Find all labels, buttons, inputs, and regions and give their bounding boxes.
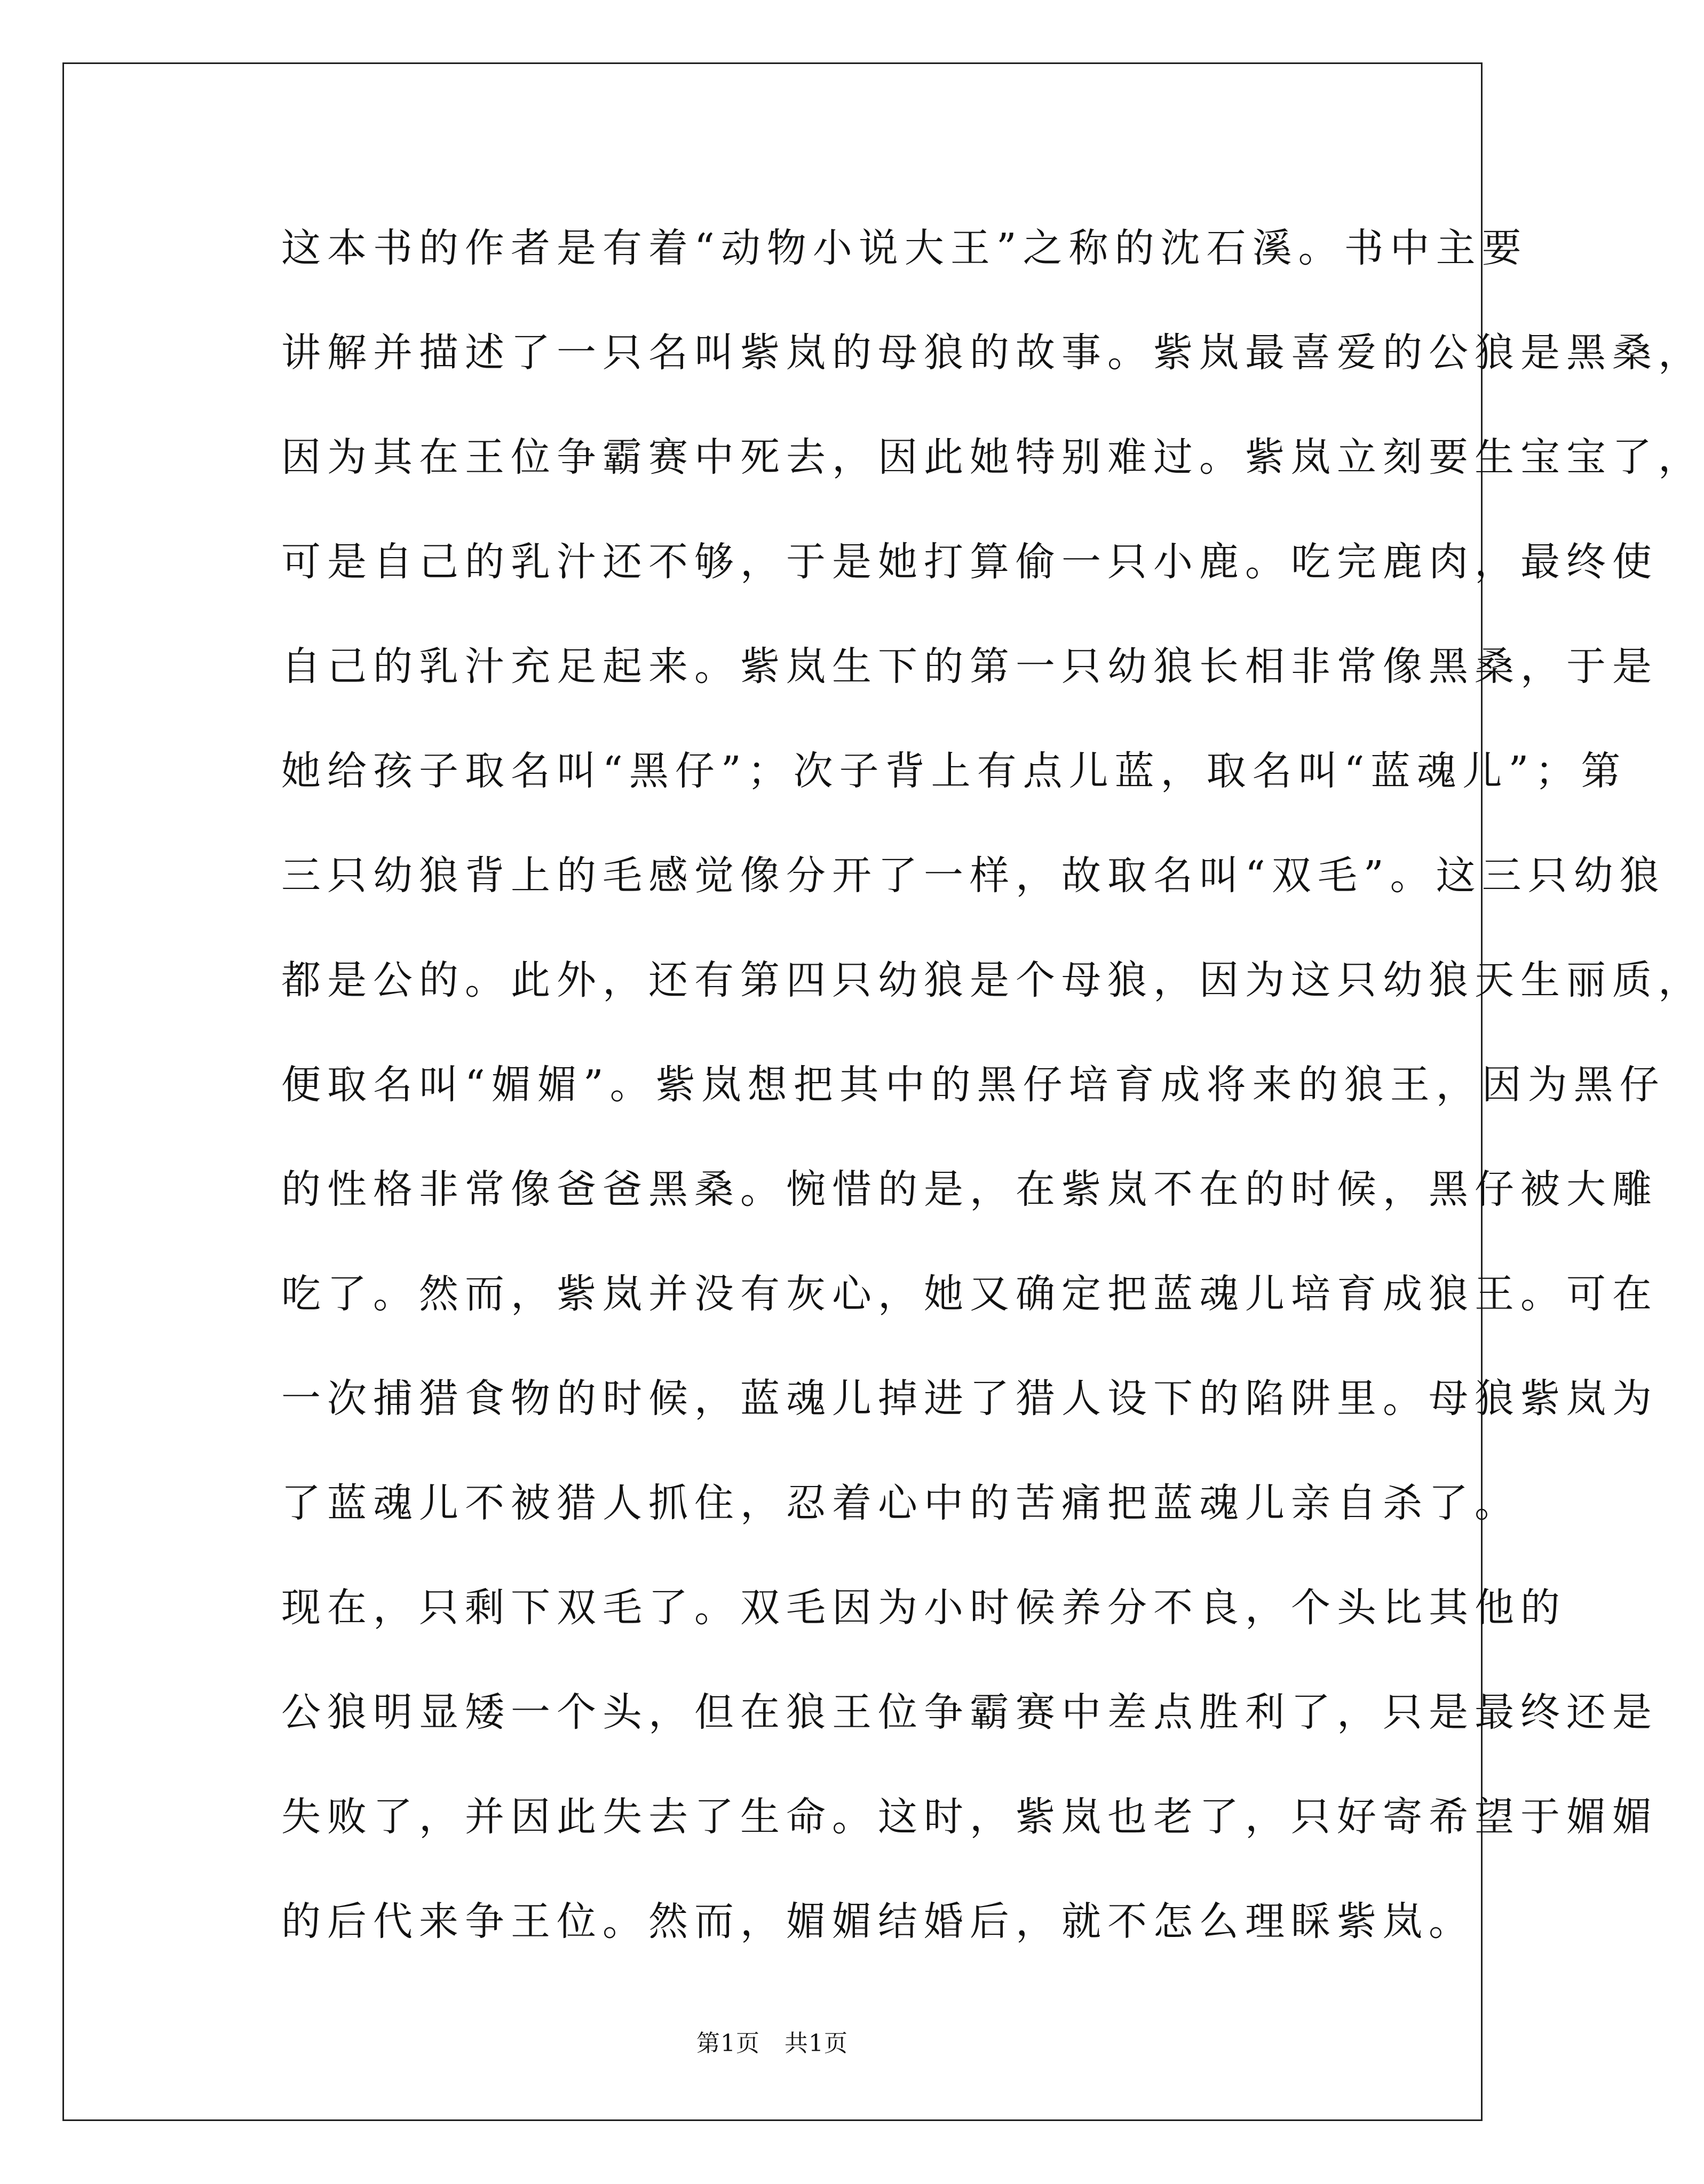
page-footer — [0, 2024, 1544, 2058]
text-line: 吃了。然而，紫岚并没有灰心，她又确定把蓝魂儿培育成狼王。可在 — [281, 1271, 1658, 1317]
text-line: 她给孩子取名叫“黑仔”；次子背上有点儿蓝，取名叫“蓝魂儿”；第 — [281, 748, 1627, 794]
text-line: 都是公的。此外，还有第四只幼狼是个母狼，因为这只幼狼天生丽质， — [281, 957, 1704, 1003]
paragraph-1 — [189, 196, 1704, 1555]
text-line: 因为其在王位争霸赛中死去，因此她特别难过。紫岚立刻要生宝宝了， — [281, 434, 1704, 480]
paragraph-2 — [189, 1555, 1658, 1974]
text-line: 可是自己的乳汁还不够，于是她打算偷一只小鹿。吃完鹿肉，最终使 — [281, 539, 1658, 585]
text-line: 的性格非常像爸爸黑桑。惋惜的是，在紫岚不在的时候，黑仔被大雕 — [281, 1166, 1658, 1212]
text-line: 这本书的作者是有着“动物小说大王”之称的沈石溪。书中主要 — [281, 225, 1528, 271]
page-number-current: 第1页 — [696, 2030, 760, 2057]
text-line: 公狼明显矮一个头，但在狼王位争霸赛中差点胜利了，只是最终还是 — [281, 1689, 1658, 1735]
text-line: 失败了，并因此失去了生命。这时，紫岚也老了，只好寄希望于媚媚 — [281, 1794, 1658, 1840]
page-number-total: 共1页 — [784, 2030, 848, 2057]
text-line: 自己的乳汁充足起来。紫岚生下的第一只幼狼长相非常像黑桑，于是 — [281, 644, 1658, 689]
text-line: 便取名叫“媚媚”。紫岚想把其中的黑仔培育成将来的狼王，因为黑仔 — [281, 1062, 1666, 1108]
text-line: 了蓝魂儿不被猎人抓住，忍着心中的苦痛把蓝魂儿亲自杀了。 — [281, 1480, 1520, 1526]
document-body — [189, 196, 1704, 1974]
text-line: 现在，只剩下双毛了。双毛因为小时候养分不良，个头比其他的 — [281, 1585, 1566, 1631]
text-line: 的后代来争王位。然而，媚媚结婚后，就不怎么理睬紫岚。 — [281, 1899, 1475, 1944]
text-line: 讲解并描述了一只名叫紫岚的母狼的故事。紫岚最喜爱的公狼是黑桑， — [281, 330, 1704, 376]
text-line: 三只幼狼背上的毛感觉像分开了一样，故取名叫“双毛”。这三只幼狼 — [281, 853, 1666, 899]
text-line: 一次捕猎食物的时候，蓝魂儿掉进了猎人设下的陷阱里。母狼紫岚为 — [281, 1376, 1658, 1421]
